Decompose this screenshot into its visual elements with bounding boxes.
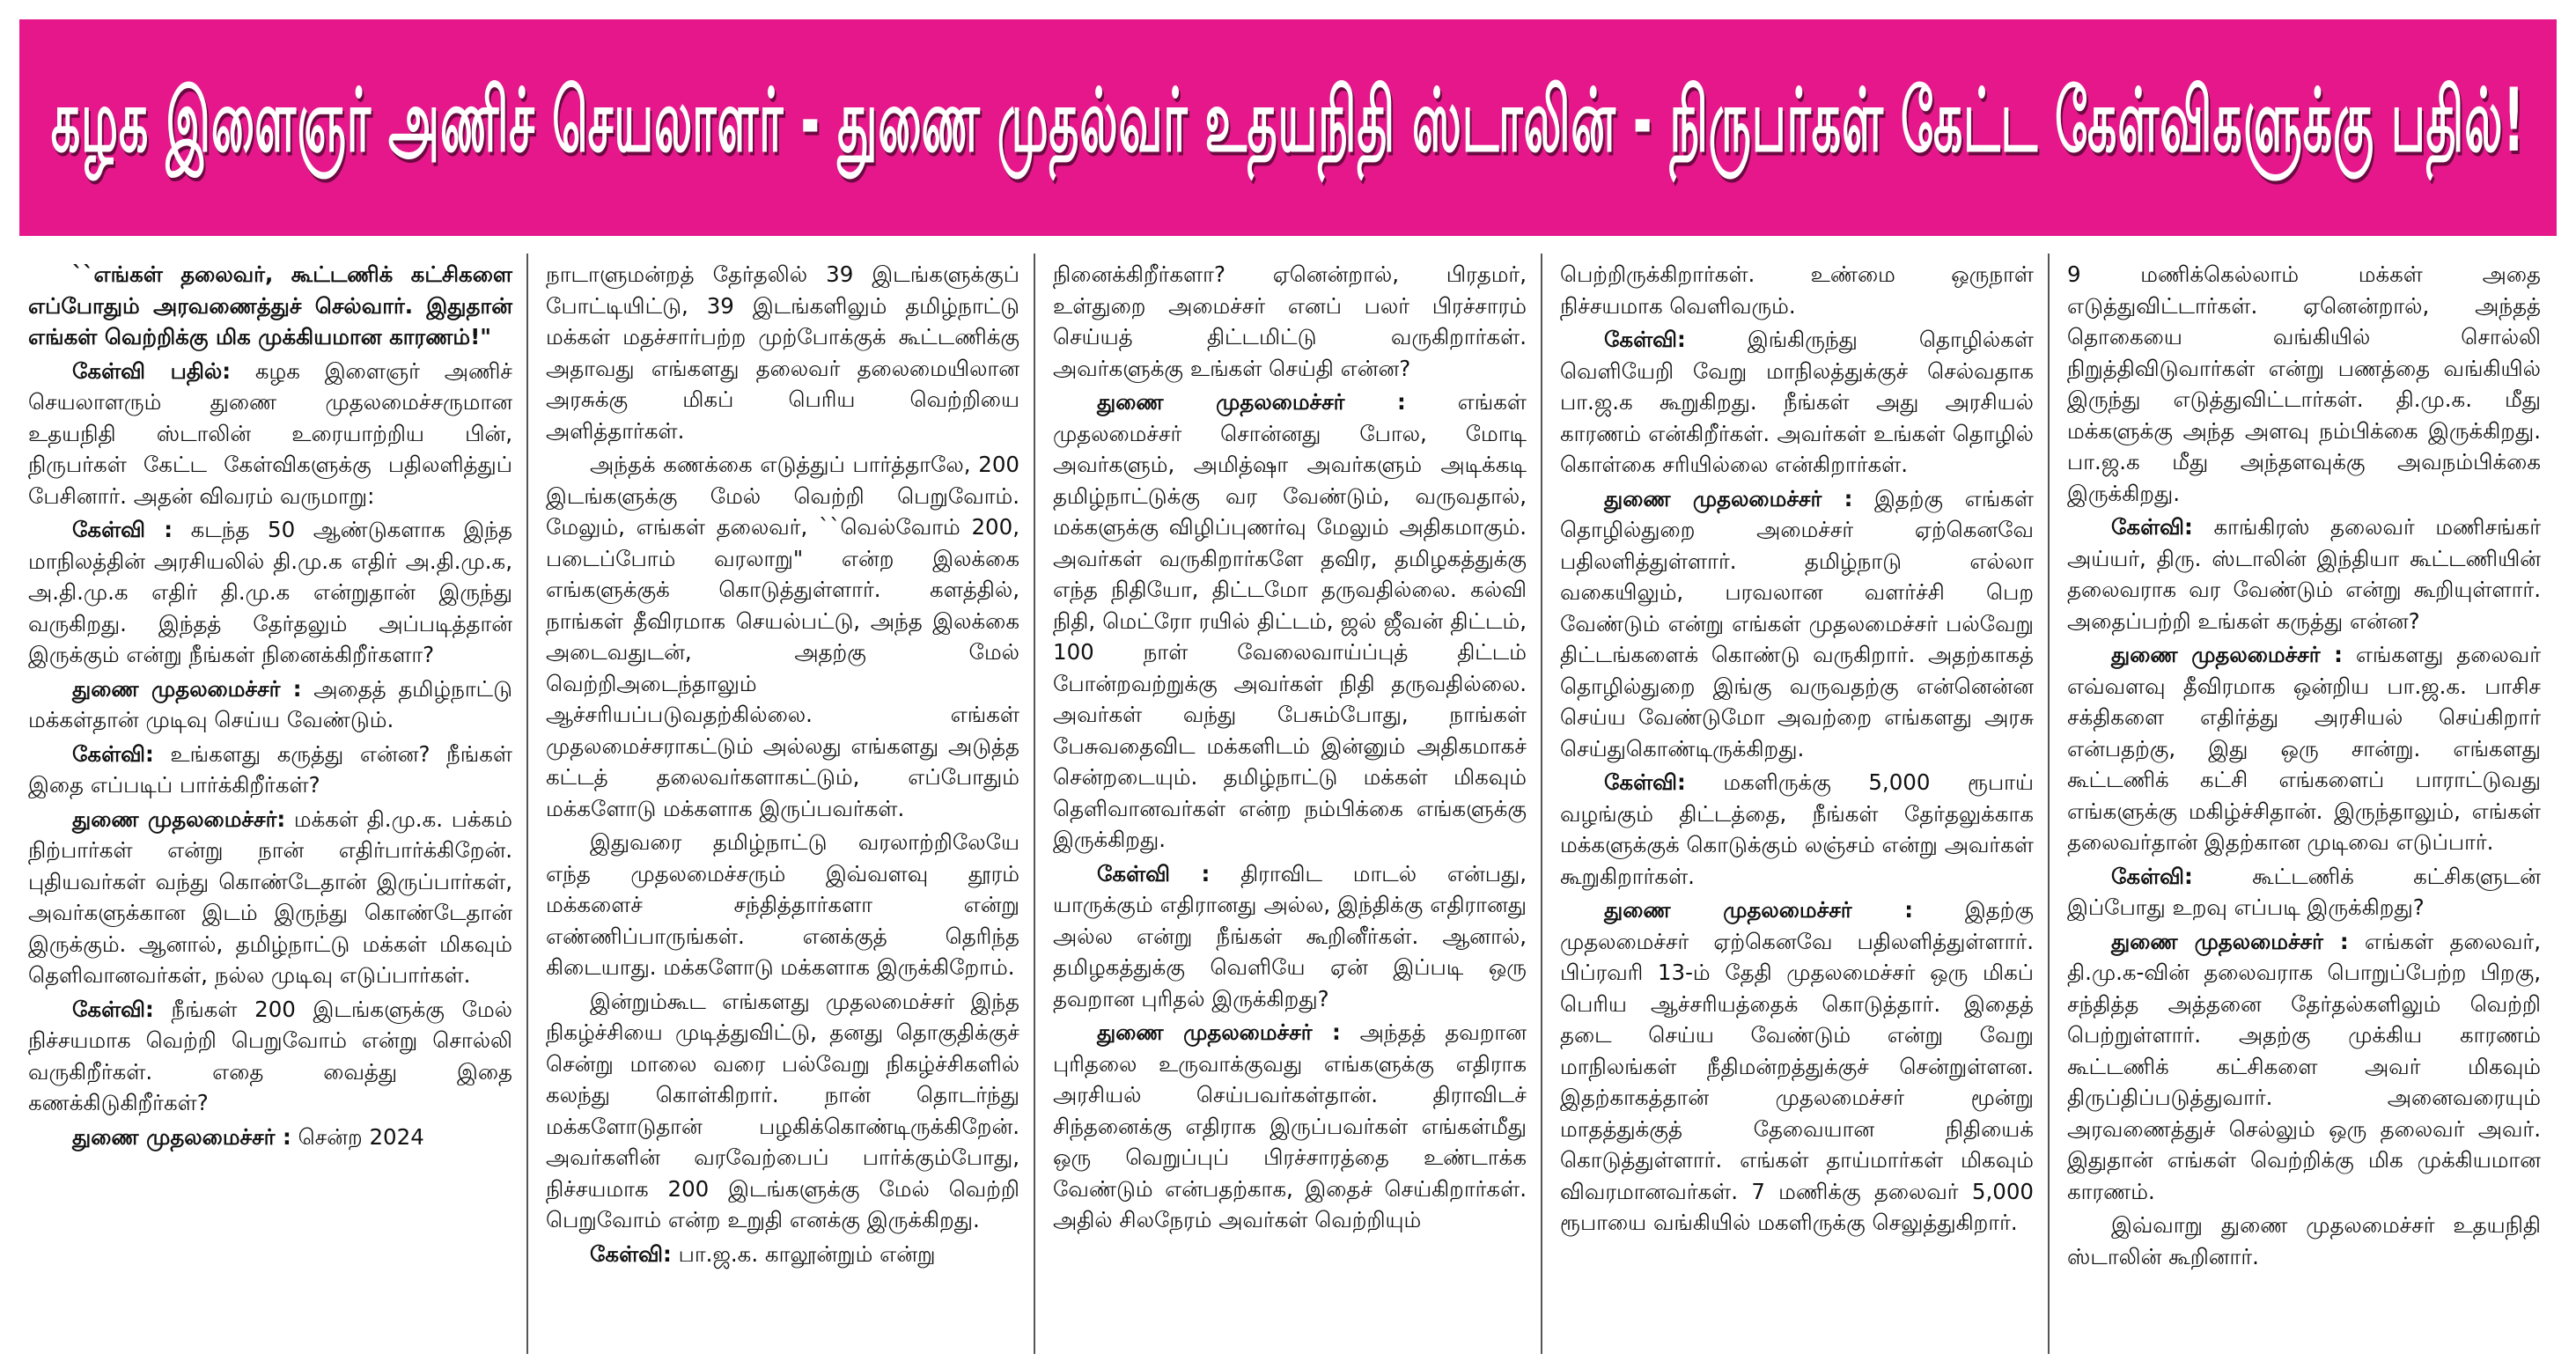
paragraph-text: அந்தத் தவறான புரிதலை உருவாக்குவது எங்களுக்கு எதிராக அரசியல் செய்பவர்கள்தான். திராவிடச் சிந்தனைக்கு எதிராக இருப்பவர்கள் எங்கள்மீது ஒரு வெறுப்புப் பிரச்சாரத்தை உண்டாக்க வேண்டும் என்பதற்காக, இதைச் செய்கிறார்கள். அதில் சிலநேரம் அவர்கள் வெற்றியும்: [1053, 1019, 1527, 1232]
question-label: கேள்வி:: [590, 1240, 672, 1267]
paragraph-text: நினைக்கிறீர்களா? ஏனென்றால், பிரதமர், உள்துறை அமைச்சர் எனப் பலர் பிரச்சாரம் செய்யத் திட்டமிட்டு வருகிறார்கள். அவர்களுக்கு உங்கள் செய்தி என்ன?: [1053, 261, 1527, 381]
article-column: [2048, 254, 2555, 1354]
article-paragraph: [1053, 259, 1527, 384]
qa-paragraph: [1053, 1017, 1527, 1236]
paragraph-text: கழக இளைஞர் அணிச் செயலாளரும் துணை முதலமைச்சருமான உதயநிதி ஸ்டாலின் உரையாற்றிய பின், நிருபர்கள் கேட்ட கேள்விகளுக்கு பதிலளித்துப் பேசினார். அதன் விவரம் வருமாறு:: [28, 357, 512, 509]
paragraph-text: காங்கிரஸ் தலைவர் மணிசங்கர் அய்யர், திரு. ஸ்டாலின் இந்தியா கூட்டணியின் தலைவராக வர வேண்டும் என்று கூறியுள்ளார். அதைப்பற்றி உங்கள் கருத்து என்ன?: [2067, 514, 2541, 634]
qa-paragraph: [1560, 483, 2034, 765]
paragraph-text: அதைத் தமிழ்நாட்டு மக்கள்தான் முடிவு செய்ய வேண்டும்.: [28, 675, 512, 732]
answer-label: துணை முதலமைச்சர் :: [1604, 897, 1914, 923]
article-paragraph: [546, 986, 1019, 1236]
paragraph-text: நீங்கள் 200 இடங்களுக்கு மேல் நிச்சயமாக வெற்றி பெறுவோம் என்று சொல்லி வருகிறீர்கள். எதை வைத்து இதை கணக்கிடுகிறீர்கள்?: [28, 996, 512, 1115]
qa-paragraph: [28, 356, 512, 512]
qa-paragraph: [1560, 894, 2034, 1239]
question-label: கேள்வி :: [72, 517, 173, 542]
question-label: கேள்வி:: [72, 996, 154, 1022]
article-columns: [19, 254, 2557, 1354]
paragraph-text: இங்கிருந்து தொழில்கள் வெளியேறி வேறு மாநிலத்துக்குச் செல்வதாக பா.ஜ.க கூறுகிறது. நீங்கள் அது அரசியல் காரணம் என்கிறீர்கள். அவர்கள் உங்கள் தொழில் கொள்கை சரியில்லை என்கிறார்கள்.: [1560, 327, 2034, 477]
answer-label: துணை முதலமைச்சர் :: [1097, 389, 1406, 415]
paragraph-text: மகளிருக்கு 5,000 ரூபாய் வழங்கும் திட்டத்தை, நீங்கள் தேர்தலுக்காக மக்களுக்குக் கொடுக்கும் லஞ்சம் என்று அவர்கள் கூறுகிறார்கள்.: [1560, 769, 2034, 889]
question-label: கேள்வி பதில்:: [72, 357, 232, 384]
answer-label: துணை முதலமைச்சர் :: [2111, 928, 2349, 954]
paragraph-text: இவ்வாறு துணை முதலமைச்சர் உதயநிதி ஸ்டாலின் கூறினார்.: [2067, 1212, 2541, 1269]
paragraph-text: கூட்டணிக் கட்சிகளுடன் இப்போது உறவு எப்படி இருக்கிறது?: [2067, 863, 2541, 920]
qa-paragraph: [1053, 858, 1527, 1015]
headline-text: கழக இளைஞர் அணிச் செயலாளர் - துணை முதல்வர் உதயநிதி ஸ்டாலின் - நிருபர்கள் கேட்ட கேள்விகளுக்கு பதில்!: [50, 71, 2526, 173]
paragraph-text: பா.ஜ.க. காலூன்றும் என்று: [671, 1240, 936, 1267]
qa-paragraph: [28, 1122, 512, 1153]
qa-paragraph: [2067, 511, 2541, 636]
qa-paragraph: [2067, 861, 2541, 923]
paragraph-text: இதற்கு முதலமைச்சர் ஏற்கெனவே பதிலளித்துள்ளார். பிப்ரவரி 13-ம் தேதி முதலமைச்சர் ஒரு மிகப் பெரிய ஆச்சரியத்தைக் கொடுத்தார். இதைத் தடை செய்ய வேண்டும் என்று வேறு மாநிலங்கள் நீதிமன்றத்துக்குச் சென்றுள்ளன. இதற்காகத்தான் முதலமைச்சர் மூன்று மாதத்துக்குத் தேவையான நிதியைக் கொடுத்துள்ளார். எங்கள் தாய்மார்கள் மிகவும் விவரமானவர்கள். 7 மணிக்கு தலைவர் 5,000 ரூபாயை வங்கியில் மகளிருக்கு செலுத்துகிறார்.: [1560, 897, 2035, 1235]
paragraph-text: திராவிட மாடல் என்பது, யாருக்கும் எதிரானது அல்ல, இந்திக்கு எதிரானது அல்ல என்று நீங்கள் கூறினீர்கள். ஆனால், தமிழகத்துக்கு வெளியே ஏன் இப்படி ஒரு தவறான புரிதல் இருக்கிறது?: [1053, 860, 1527, 1012]
answer-label: துணை முதலமைச்சர் :: [2111, 642, 2343, 667]
qa-paragraph: [28, 673, 512, 736]
qa-paragraph: [28, 514, 512, 671]
paragraph-text: இதுவரை தமிழ்நாட்டு வரலாற்றிலேயே எந்த முதலமைச்சரும் இவ்வளவு தூரம் மக்களைச் சந்தித்தார்களா என்று எண்ணிப்பாருங்கள். எனக்குத் தெரிந்த கிடையாது. மக்களோடு மக்களாக இருக்கிறோம்.: [546, 829, 1019, 980]
answer-label: துணை முதலமைச்சர் :: [1604, 485, 1853, 511]
article-column: [1541, 254, 2048, 1354]
paragraph-text: அந்தக் கணக்கை எடுத்துப் பார்த்தாலே, 200 இடங்களுக்கு மேல் வெற்றி பெறுவோம். மேலும், எங்கள் தலைவர், ``வெல்வோம் 200, படைப்போம் வரலாறு" என்ற இலக்கை எங்களுக்குக் கொடுத்துள்ளார். களத்தில், நாங்கள் தீவிரமாக செயல்பட்டு, அந்த இலக்கை அடைவதுடன், அதற்கு மேல் வெற்றிஅடைந்தாலும் ஆச்சரியப்படுவதற்கில்லை. எங்கள் முதலமைச்சராகட்டும் அல்லது எங்களது அடுத்த கட்டத் தலைவர்களாகட்டும், எப்போதும் மக்களோடு மக்களாக இருப்பவர்கள்.: [546, 452, 1019, 821]
paragraph-text: ``எங்கள் தலைவர், கூட்டணிக் கட்சிகளை எப்போதும் அரவணைத்துச் செல்வார். இதுதான் எங்கள் வெற்றிக்கு மிக முக்கியமான காரணம்!": [28, 261, 512, 349]
answer-label: துணை முதலமைச்சர் :: [72, 1123, 291, 1150]
answer-label: துணை முதலமைச்சர்:: [72, 806, 286, 832]
paragraph-text: உங்களது கருத்து என்ன? நீங்கள் இதை எப்படிப் பார்க்கிறீர்கள்?: [28, 740, 512, 798]
article-paragraph: [1560, 259, 2034, 321]
qa-paragraph: [546, 1239, 1019, 1270]
article-paragraph: [546, 259, 1019, 446]
qa-paragraph: [2067, 926, 2541, 1208]
lead-quote: [28, 259, 512, 353]
article-column: [19, 254, 526, 1354]
question-label: கேள்வி:: [72, 740, 154, 767]
paragraph-text: எங்கள் தலைவர், தி.மு.க-வின் தலைவராக பொறுப்பேற்ற பிறகு, சந்தித்த அத்தனை தேர்தல்களிலும் வெற்றி பெற்றுள்ளார். அதற்கு முக்கிய காரணம் கூட்டணிக் கட்சிகளை அவர் மிகவும் திருப்திப்படுத்துவார். அனைவரையும் அரவணைத்துச் செல்லும் ஒரு தலைவர் அவர். இதுதான் எங்கள் வெற்றிக்கு மிக முக்கியமான காரணம்.: [2067, 928, 2541, 1204]
article-column: [1034, 254, 1541, 1354]
article-paragraph: [2067, 1210, 2541, 1272]
paragraph-text: பெற்றிருக்கிறார்கள். உண்மை ஒருநாள் நிச்சயமாக வெளிவரும்.: [1560, 261, 2034, 319]
qa-paragraph: [1560, 324, 2034, 481]
qa-paragraph: [28, 994, 512, 1119]
qa-paragraph: [28, 739, 512, 801]
paragraph-text: கடந்த 50 ஆண்டுகளாக இந்த மாநிலத்தின் அரசியலில் தி.மு.க எதிர் அ.தி.மு.க, அ.தி.மு.க எதிர் தி.மு.க என்றுதான் இருந்து வருகிறது. இந்தத் தேர்தலும் அப்படித்தான் இருக்கும் என்று நீங்கள் நினைக்கிறீர்களா?: [28, 517, 512, 667]
qa-paragraph: [1053, 386, 1527, 856]
paragraph-text: நாடாளுமன்றத் தேர்தலில் 39 இடங்களுக்குப் போட்டியிட்டு, 39 இடங்களிலும் தமிழ்நாட்டு மக்கள் மதச்சார்பற்ற முற்போக்குக் கூட்டணிக்கு அதாவது எங்களது தலைவர் தலைமையிலான அரசுக்கு மிகப் பெரிய வெற்றியை அளித்தார்கள்.: [546, 261, 1019, 444]
question-label: கேள்வி:: [2111, 863, 2193, 889]
article-paragraph: [546, 449, 1019, 824]
article-column: [526, 254, 1034, 1354]
qa-paragraph: [28, 804, 512, 991]
question-label: கேள்வி:: [1604, 769, 1686, 795]
paragraph-text: மக்கள் தி.மு.க. பக்கம் நிற்பார்கள் என்று நான் எதிர்பார்க்கிறேன். புதியவர்கள் வந்து கொண்டேதான் இருப்பார்கள், அவர்களுக்கான இடம் இருந்து கொண்டேதான் இருக்கும். ஆனால், தமிழ்நாட்டு மக்கள் மிகவும் தெளிவானவர்கள், நல்ல முடிவு எடுப்பார்கள்.: [28, 806, 512, 988]
question-label: கேள்வி :: [1097, 860, 1211, 886]
question-label: கேள்வி:: [1604, 327, 1686, 352]
paragraph-text: 9 மணிக்கெல்லாம் மக்கள் அதை எடுத்துவிட்டார்கள். ஏனென்றால், அந்தத் தொகையை வங்கியில் சொல்லி நிறுத்திவிடுவார்கள் என்று பணத்தை வங்கியில் இருந்து எடுத்துவிட்டார்கள். தி.மு.க. மீது மக்களுக்கு அந்த அளவு நம்பிக்கை இருக்கிறது. பா.ஜ.க மீது அந்தளவுக்கு அவநம்பிக்கை இருக்கிறது.: [2067, 261, 2541, 506]
paragraph-text: எங்கள் முதலமைச்சர் சொன்னது போல, மோடி அவர்களும், அமித்ஷா அவர்களும் அடிக்கடி தமிழ்நாட்டுக்கு வர வேண்டும், வருவதால், மக்களுக்கு விழிப்புணர்வு மேலும் அதிகமாகும். அவர்கள் வருகிறார்களே தவிர, தமிழகத்துக்கு எந்த நிதியோ, திட்டமோ தருவதில்லை. கல்வி நிதி, மெட்ரோ ரயில் திட்டம், ஜல் ஜீவன் திட்டம், 100 நாள் வேலைவாய்ப்புத் திட்டம் போன்றவற்றுக்கு அவர்கள் நிதி தருவதில்லை. அவர்கள் வந்து பேசும்போது, நாங்கள் பேசுவதைவிட மக்களிடம் இன்னும் அதிகமாகச் சென்றடையும். தமிழ்நாட்டு மக்கள் மிகவும் தெளிவானவர்கள் என்ற நம்பிக்கை எங்களுக்கு இருக்கிறது.: [1053, 389, 1527, 852]
paragraph-text: சென்ற 2024: [291, 1123, 424, 1150]
headline-banner: [19, 19, 2557, 236]
paragraph-text: எங்களது தலைவர் எவ்வளவு தீவிரமாக ஒன்றிய பா.ஜ.க. பாசிச சக்திகளை எதிர்த்து அரசியல் செய்கிறார் என்பதற்கு, இது ஒரு சான்று. எங்களது கூட்டணிக் கட்சி எங்களைப் பாராட்டுவது எங்களுக்கு மகிழ்ச்சிதான். இருந்தாலும், எங்கள் தலைவர்தான் இதற்கான முடிவை எடுப்பார்.: [2067, 642, 2542, 855]
qa-paragraph: [1560, 767, 2034, 892]
answer-label: துணை முதலமைச்சர் :: [72, 675, 302, 702]
paragraph-text: இன்றும்கூட எங்களது முதலமைச்சர் இந்த நிகழ்ச்சியை முடித்துவிட்டு, தனது தொகுதிக்குச் சென்று மாலை வரை பல்வேறு நிகழ்ச்சிகளில் கலந்து கொள்கிறார். நான் தொடர்ந்து மக்களோடுதான் பழகிக்கொண்டிருக்கிறேன். அவர்களின் வரவேற்பைப் பார்க்கும்போது, நிச்சயமாக 200 இடங்களுக்கு மேல் வெற்றி பெறுவோம் என்ற உறுதி எனக்கு இருக்கிறது.: [546, 988, 1019, 1232]
answer-label: துணை முதலமைச்சர் :: [1097, 1019, 1341, 1045]
paragraph-text: இதற்கு எங்கள் தொழில்துறை அமைச்சர் ஏற்கெனவே பதிலளித்துள்ளார். தமிழ்நாடு எல்லா வகையிலும், பரவலான வளர்ச்சி பெற வேண்டும் என்று எங்கள் முதலமைச்சர் பல்வேறு திட்டங்களைக் கொண்டு வருகிறார். அதற்காகத் தொழில்துறை இங்கு வருவதற்கு என்னென்ன செய்ய வேண்டுமோ அவற்றை எங்களது அரசு செய்துகொண்டிருக்கிறது.: [1560, 485, 2035, 761]
qa-paragraph: [2067, 639, 2541, 858]
article-paragraph: [2067, 259, 2541, 509]
article-paragraph: [546, 827, 1019, 983]
question-label: கேள்வி:: [2111, 514, 2193, 540]
